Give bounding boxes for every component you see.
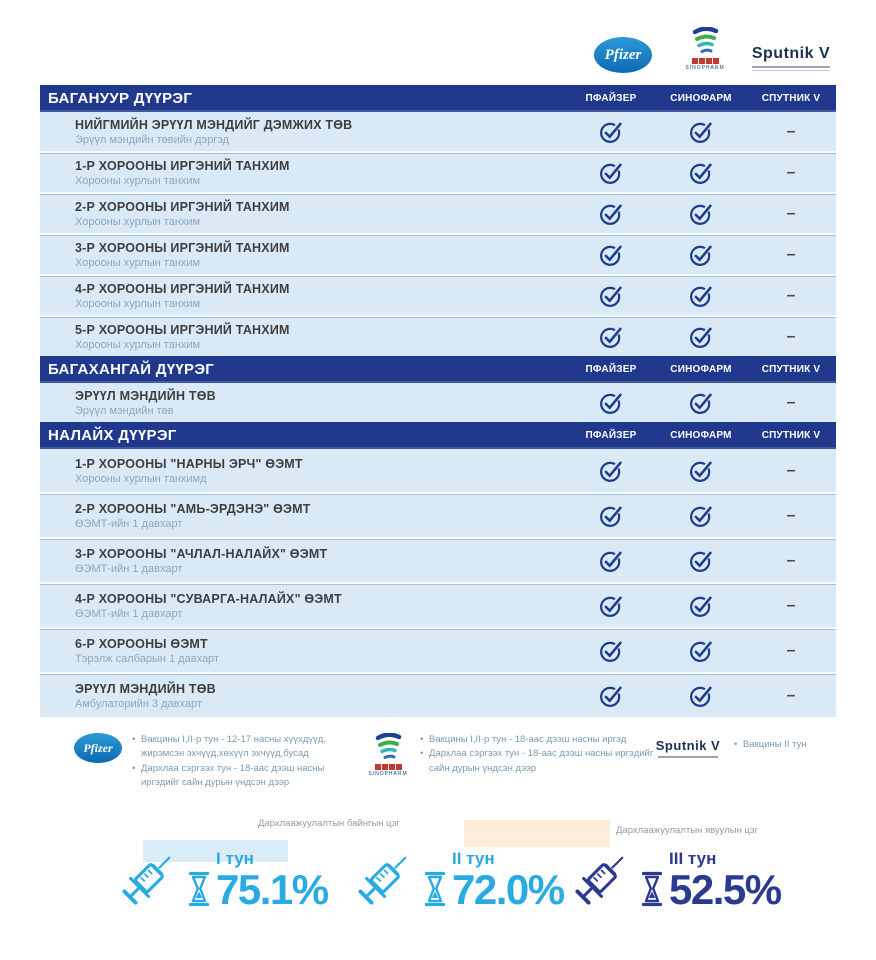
center-name-block bbox=[40, 389, 566, 417]
center-location: Хорооны хурлын танхим bbox=[75, 215, 201, 228]
column-header: ПФАЙЗЕР bbox=[585, 93, 637, 104]
sinopharm-logo-small bbox=[366, 733, 410, 777]
dose-stat bbox=[112, 845, 328, 915]
district-section bbox=[40, 422, 836, 717]
center-name-block bbox=[40, 118, 566, 146]
sputnik-tagline-bar bbox=[752, 70, 830, 71]
sputnik-cell bbox=[746, 462, 836, 480]
check-icon bbox=[599, 161, 623, 185]
sinopharm-en-text: SINOPHARM bbox=[368, 771, 408, 777]
district-title: НАЛАЙХ ДҮҮРЭГ bbox=[48, 427, 177, 444]
center-name-block bbox=[40, 323, 566, 351]
syringe-icon bbox=[348, 845, 418, 915]
center-name: ЭРҮҮЛ МЭНДИЙН ТӨВ bbox=[75, 388, 216, 403]
district-section bbox=[40, 356, 836, 422]
sputnik-cell bbox=[746, 507, 836, 525]
check-icon bbox=[689, 161, 713, 185]
check-icon bbox=[599, 284, 623, 308]
check-icon bbox=[689, 549, 713, 573]
dose-value: 72.0% bbox=[452, 865, 564, 913]
center-location: Эрүүл мэндийн төв bbox=[75, 404, 174, 417]
column-header: СИНОФАРМ bbox=[670, 364, 732, 375]
check-icon bbox=[689, 325, 713, 349]
dash-icon: – bbox=[786, 327, 796, 345]
center-location: ӨЭМТ-ийн 1 давхарт bbox=[75, 517, 183, 530]
center-row bbox=[40, 627, 836, 672]
legend-note: • Вакцины I,II-р тун - 12-17 насны хүүхдүүд, жирэмсэн эхчүүд,хөхүүл эхчүүд,бусад bbox=[132, 733, 364, 762]
dose-label: III тун bbox=[669, 848, 717, 868]
center-row bbox=[40, 672, 836, 717]
sinopharm-en-text: SINOPHARM bbox=[685, 65, 725, 71]
district-title: БАГАНУУР ДҮҮРЭГ bbox=[48, 90, 193, 107]
center-location: Хорооны хурлын танхим bbox=[75, 174, 201, 187]
center-location: ӨЭМТ-ийн 1 давхарт bbox=[75, 607, 183, 620]
legend-pfizer bbox=[74, 733, 364, 790]
center-name: ЭРҮҮЛ МЭНДИЙН ТӨВ bbox=[75, 681, 216, 696]
pfizer-cell bbox=[566, 284, 656, 308]
pfizer-cell bbox=[566, 639, 656, 663]
legend-note: • Вакцины II тун bbox=[734, 738, 807, 752]
sputnik-cell bbox=[746, 552, 836, 570]
sputnik-logo bbox=[746, 45, 836, 71]
sinopharm-cell bbox=[656, 161, 746, 185]
sputnik-cell bbox=[746, 597, 836, 615]
center-name-block bbox=[40, 592, 566, 620]
pfizer-legend-notes bbox=[132, 733, 364, 790]
pfizer-cell bbox=[566, 202, 656, 226]
sinopharm-cell bbox=[656, 120, 746, 144]
center-name: 1-Р ХОРООНЫ "НАРНЫ ЭРЧ" ӨЭМТ bbox=[75, 456, 303, 471]
check-icon bbox=[599, 459, 623, 483]
check-icon bbox=[599, 202, 623, 226]
mobile-point-swatch bbox=[464, 820, 610, 847]
dose-value: 75.1% bbox=[216, 865, 328, 913]
center-location: Эрүүл мэндийн төвийн дэргэд bbox=[75, 133, 230, 146]
sinopharm-waves-slot bbox=[680, 27, 730, 57]
dash-icon: – bbox=[786, 204, 796, 222]
dash-icon: – bbox=[786, 686, 796, 704]
check-icon bbox=[599, 391, 623, 415]
check-icon bbox=[599, 504, 623, 528]
dose-stats bbox=[0, 845, 876, 935]
dash-icon: – bbox=[786, 596, 796, 614]
center-row bbox=[40, 537, 836, 582]
center-row bbox=[40, 315, 836, 356]
check-icon bbox=[689, 284, 713, 308]
sinopharm-waves-icon bbox=[368, 733, 408, 763]
sinopharm-cell bbox=[656, 325, 746, 349]
hourglass-icon bbox=[186, 869, 212, 909]
legend-sinopharm bbox=[366, 733, 656, 777]
sinopharm-cell bbox=[656, 639, 746, 663]
dash-icon: – bbox=[786, 286, 796, 304]
syringe-icon bbox=[565, 845, 635, 915]
check-icon bbox=[689, 639, 713, 663]
center-name-block bbox=[40, 159, 566, 187]
sputnik-tagline-bar bbox=[752, 66, 830, 68]
center-row bbox=[40, 582, 836, 627]
center-location: ӨЭМТ-ийн 1 давхарт bbox=[75, 562, 183, 575]
pfizer-cell bbox=[566, 684, 656, 708]
sputnik-cell bbox=[746, 687, 836, 705]
sputnik-cell bbox=[746, 394, 836, 412]
sputnik-cell bbox=[746, 205, 836, 223]
check-icon bbox=[689, 243, 713, 267]
dose-label: I тун bbox=[216, 848, 254, 868]
pfizer-cell bbox=[566, 120, 656, 144]
center-name-block bbox=[40, 637, 566, 665]
dash-icon: – bbox=[786, 506, 796, 524]
column-header: СИНОФАРМ bbox=[670, 93, 732, 104]
district-section bbox=[40, 85, 836, 356]
center-row bbox=[40, 383, 836, 422]
center-row bbox=[40, 112, 836, 151]
permanent-point-label: Дархлаажуулалтын байнгын цэг bbox=[258, 818, 400, 829]
pfizer-cell bbox=[566, 594, 656, 618]
sinopharm-cell bbox=[656, 684, 746, 708]
pfizer-cell bbox=[566, 459, 656, 483]
check-icon bbox=[599, 325, 623, 349]
dose-stat-text bbox=[669, 850, 781, 911]
pfizer-cell bbox=[566, 549, 656, 573]
center-name: 2-Р ХОРООНЫ "АМЬ-ЭРДЭНЭ" ӨЭМТ bbox=[75, 501, 311, 516]
syringe-icon bbox=[112, 845, 182, 915]
dose-stat-text bbox=[452, 850, 564, 911]
legend-sputnik bbox=[652, 738, 867, 758]
dash-icon: – bbox=[786, 393, 796, 411]
district-header bbox=[40, 85, 836, 112]
sputnik-cell bbox=[746, 642, 836, 660]
hourglass-icon bbox=[639, 869, 665, 909]
center-name: 4-Р ХОРООНЫ ИРГЭНИЙ ТАНХИМ bbox=[75, 281, 290, 296]
center-name-block bbox=[40, 457, 566, 485]
center-location: Амбулаторийн 3 давхарт bbox=[75, 697, 202, 710]
sinopharm-cell bbox=[656, 594, 746, 618]
dash-icon: – bbox=[786, 641, 796, 659]
check-icon bbox=[689, 684, 713, 708]
center-name-block bbox=[40, 200, 566, 228]
pfizer-logo-text: Pfizer bbox=[83, 740, 113, 755]
column-header: СПУТНИК V bbox=[761, 430, 821, 441]
column-header: СИНОФАРМ bbox=[670, 430, 732, 441]
center-name: НИЙГМИЙН ЭРҮҮЛ МЭНДИЙГ ДЭМЖИХ ТӨВ bbox=[75, 117, 353, 132]
sinopharm-cell bbox=[656, 549, 746, 573]
check-icon bbox=[599, 594, 623, 618]
center-location: Хорооны хурлын танхим bbox=[75, 256, 201, 269]
sinopharm-cell bbox=[656, 284, 746, 308]
district-title: БАГАХАНГАЙ ДҮҮРЭГ bbox=[48, 361, 215, 378]
vaccination-table bbox=[40, 85, 836, 717]
center-name: 1-Р ХОРООНЫ ИРГЭНИЙ ТАНХИМ bbox=[75, 158, 290, 173]
center-name-block bbox=[40, 547, 566, 575]
pfizer-cell bbox=[566, 391, 656, 415]
center-location: Хорооны хурлын танхим bbox=[75, 338, 201, 351]
check-icon bbox=[599, 549, 623, 573]
check-icon bbox=[689, 120, 713, 144]
sinopharm-cell bbox=[656, 504, 746, 528]
dash-icon: – bbox=[786, 551, 796, 569]
dose-value: 52.5% bbox=[669, 865, 781, 913]
sinopharm-logo bbox=[680, 27, 730, 71]
sinopharm-cell bbox=[656, 391, 746, 415]
center-row bbox=[40, 492, 836, 537]
center-name-block bbox=[40, 282, 566, 310]
sputnik-cell bbox=[746, 328, 836, 346]
center-name: 3-Р ХОРООНЫ ИРГЭНИЙ ТАНХИМ bbox=[75, 240, 290, 255]
pfizer-logo bbox=[594, 37, 652, 73]
sinopharm-waves-slot bbox=[366, 733, 410, 763]
pfizer-cell bbox=[566, 325, 656, 349]
dash-icon: – bbox=[786, 163, 796, 181]
column-header: СПУТНИК V bbox=[761, 364, 821, 375]
sputnik-logo-text: Sputnik V bbox=[655, 738, 721, 753]
center-row bbox=[40, 151, 836, 192]
sputnik-legend-notes bbox=[734, 738, 807, 752]
center-name: 6-Р ХОРООНЫ ӨЭМТ bbox=[75, 636, 208, 651]
sputnik-logo-text: Sputnik V bbox=[751, 45, 831, 62]
check-icon bbox=[689, 504, 713, 528]
pfizer-logo-small bbox=[74, 733, 122, 763]
center-name: 5-Р ХОРООНЫ ИРГЭНИЙ ТАНХИМ bbox=[75, 322, 290, 337]
pfizer-cell bbox=[566, 243, 656, 267]
dose-stat-text bbox=[216, 850, 328, 911]
legend-note: • Дархлаа сэргээх тун - 18-аас дээш насны иргэдийг сайн дурын үндсэн дээр bbox=[132, 762, 364, 791]
dash-icon: – bbox=[786, 122, 796, 140]
center-name-block bbox=[40, 502, 566, 530]
column-header: ПФАЙЗЕР bbox=[585, 364, 637, 375]
sputnik-logo-small bbox=[652, 738, 724, 758]
dash-icon: – bbox=[786, 245, 796, 263]
center-row bbox=[40, 449, 836, 492]
center-row bbox=[40, 192, 836, 233]
pfizer-cell bbox=[566, 504, 656, 528]
check-icon bbox=[689, 459, 713, 483]
sputnik-cell bbox=[746, 246, 836, 264]
check-icon bbox=[689, 391, 713, 415]
center-location: Хорооны хурлын танхимд bbox=[75, 472, 207, 485]
sinopharm-cell bbox=[656, 243, 746, 267]
sinopharm-legend-notes bbox=[420, 733, 656, 776]
mobile-point-label: Дархлаажуулалтын явуулын цэг bbox=[616, 825, 759, 836]
sputnik-tagline-bar bbox=[658, 756, 718, 758]
check-icon bbox=[599, 639, 623, 663]
dash-icon: – bbox=[786, 461, 796, 479]
hourglass-icon bbox=[422, 869, 448, 909]
center-name: 2-Р ХОРООНЫ ИРГЭНИЙ ТАНХИМ bbox=[75, 199, 290, 214]
center-row bbox=[40, 233, 836, 274]
check-icon bbox=[599, 684, 623, 708]
district-header bbox=[40, 422, 836, 449]
column-header: ПФАЙЗЕР bbox=[585, 430, 637, 441]
sinopharm-cell bbox=[656, 459, 746, 483]
district-header bbox=[40, 356, 836, 383]
sinopharm-waves-icon bbox=[685, 27, 725, 57]
center-name: 4-Р ХОРООНЫ "СУВАРГА-НАЛАЙХ" ӨЭМТ bbox=[75, 591, 342, 606]
pfizer-logo-text: Pfizer bbox=[604, 46, 642, 63]
dose-stat bbox=[565, 845, 781, 915]
center-row bbox=[40, 274, 836, 315]
pfizer-cell bbox=[566, 161, 656, 185]
sputnik-cell bbox=[746, 123, 836, 141]
center-name-block bbox=[40, 682, 566, 710]
legend-note: • Вакцины I,II-р тун - 18-аас дээш насны иргэд bbox=[420, 733, 656, 747]
sinopharm-cn-text bbox=[366, 764, 410, 770]
center-location: Хорооны хурлын танхим bbox=[75, 297, 201, 310]
center-location: Тэрэлж салбарын 1 давхарт bbox=[75, 652, 219, 665]
check-icon bbox=[689, 202, 713, 226]
sinopharm-cell bbox=[656, 202, 746, 226]
column-header: СПУТНИК V bbox=[761, 93, 821, 104]
legend-note: • Дархлаа сэргээх тун - 18-аас дээш насны иргэдийг сайн дурын үндсэн дээр bbox=[420, 747, 656, 776]
check-icon bbox=[599, 243, 623, 267]
check-icon bbox=[599, 120, 623, 144]
dose-label: II тун bbox=[452, 848, 495, 868]
center-name: 3-Р ХОРООНЫ "АЧЛАЛ-НАЛАЙХ" ӨЭМТ bbox=[75, 546, 328, 561]
sinopharm-cn-text bbox=[680, 58, 730, 64]
dose-stat bbox=[348, 845, 564, 915]
sputnik-cell bbox=[746, 164, 836, 182]
sputnik-cell bbox=[746, 287, 836, 305]
check-icon bbox=[689, 594, 713, 618]
center-name-block bbox=[40, 241, 566, 269]
